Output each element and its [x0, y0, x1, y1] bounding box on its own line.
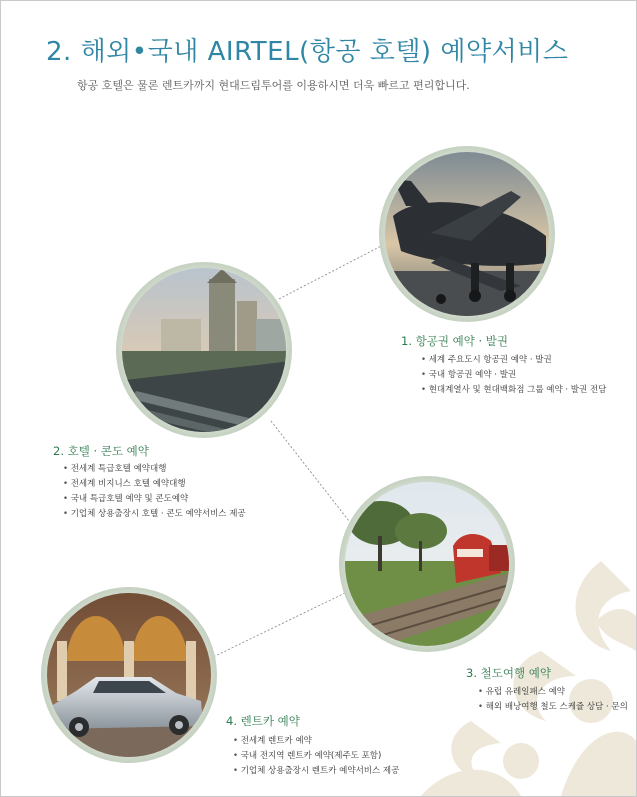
- list-item: • 유럽 유레일패스 예약: [478, 685, 628, 700]
- page-title: 2. 해외•국내 AIRTEL(항공 호텔) 예약서비스: [46, 37, 569, 67]
- list-item: • 전세계 비지니스 호텔 예약대행: [63, 477, 246, 492]
- hotel-city-photo: [116, 262, 292, 439]
- section-list-rail: [478, 685, 628, 715]
- list-item: • 해외 배낭여행 철도 스케쥴 상담 · 문의: [478, 700, 628, 715]
- page-subtitle: 항공 호텔은 물론 렌트카까지 현대드림투어를 이용하시면 더욱 빠르고 편리합니다.: [77, 79, 470, 92]
- list-item: • 국내 항공권 예약 · 발권: [421, 368, 606, 383]
- train-photo: [339, 476, 516, 653]
- section-list-rentacar: [233, 734, 399, 779]
- section-title-hotel: 2. 호텔 · 콘도 예약: [53, 444, 149, 458]
- airplane-photo: [379, 146, 556, 322]
- list-item: • 국내 특급호텔 예약 및 콘도예약: [63, 492, 246, 507]
- section-title-rail: 3. 철도여행 예약: [466, 666, 551, 680]
- section-title-flight: 1. 항공권 예약 · 발권: [401, 334, 509, 348]
- list-item: • 세계 주요도시 항공권 예약 · 발권: [421, 353, 606, 368]
- section-list-hotel: [63, 462, 246, 522]
- list-item: • 국내 전지역 렌트카 예약(제주도 포함): [233, 749, 399, 764]
- rental-car-photo: [41, 587, 217, 766]
- list-item: • 전세계 특급호텔 예약대행: [63, 462, 246, 477]
- list-item: • 현대계열사 및 현대백화점 그룹 예약 · 발권 전담: [421, 383, 606, 398]
- list-item: • 기업체 상용출장시 호텔 · 콘도 예약서비스 제공: [63, 507, 246, 522]
- list-item: • 기업체 상용출장시 렌트카 예약서비스 제공: [233, 764, 399, 779]
- section-title-rentacar: 4. 렌트카 예약: [226, 714, 300, 728]
- list-item: • 전세계 렌트카 예약: [233, 734, 399, 749]
- section-list-flight: [421, 353, 606, 398]
